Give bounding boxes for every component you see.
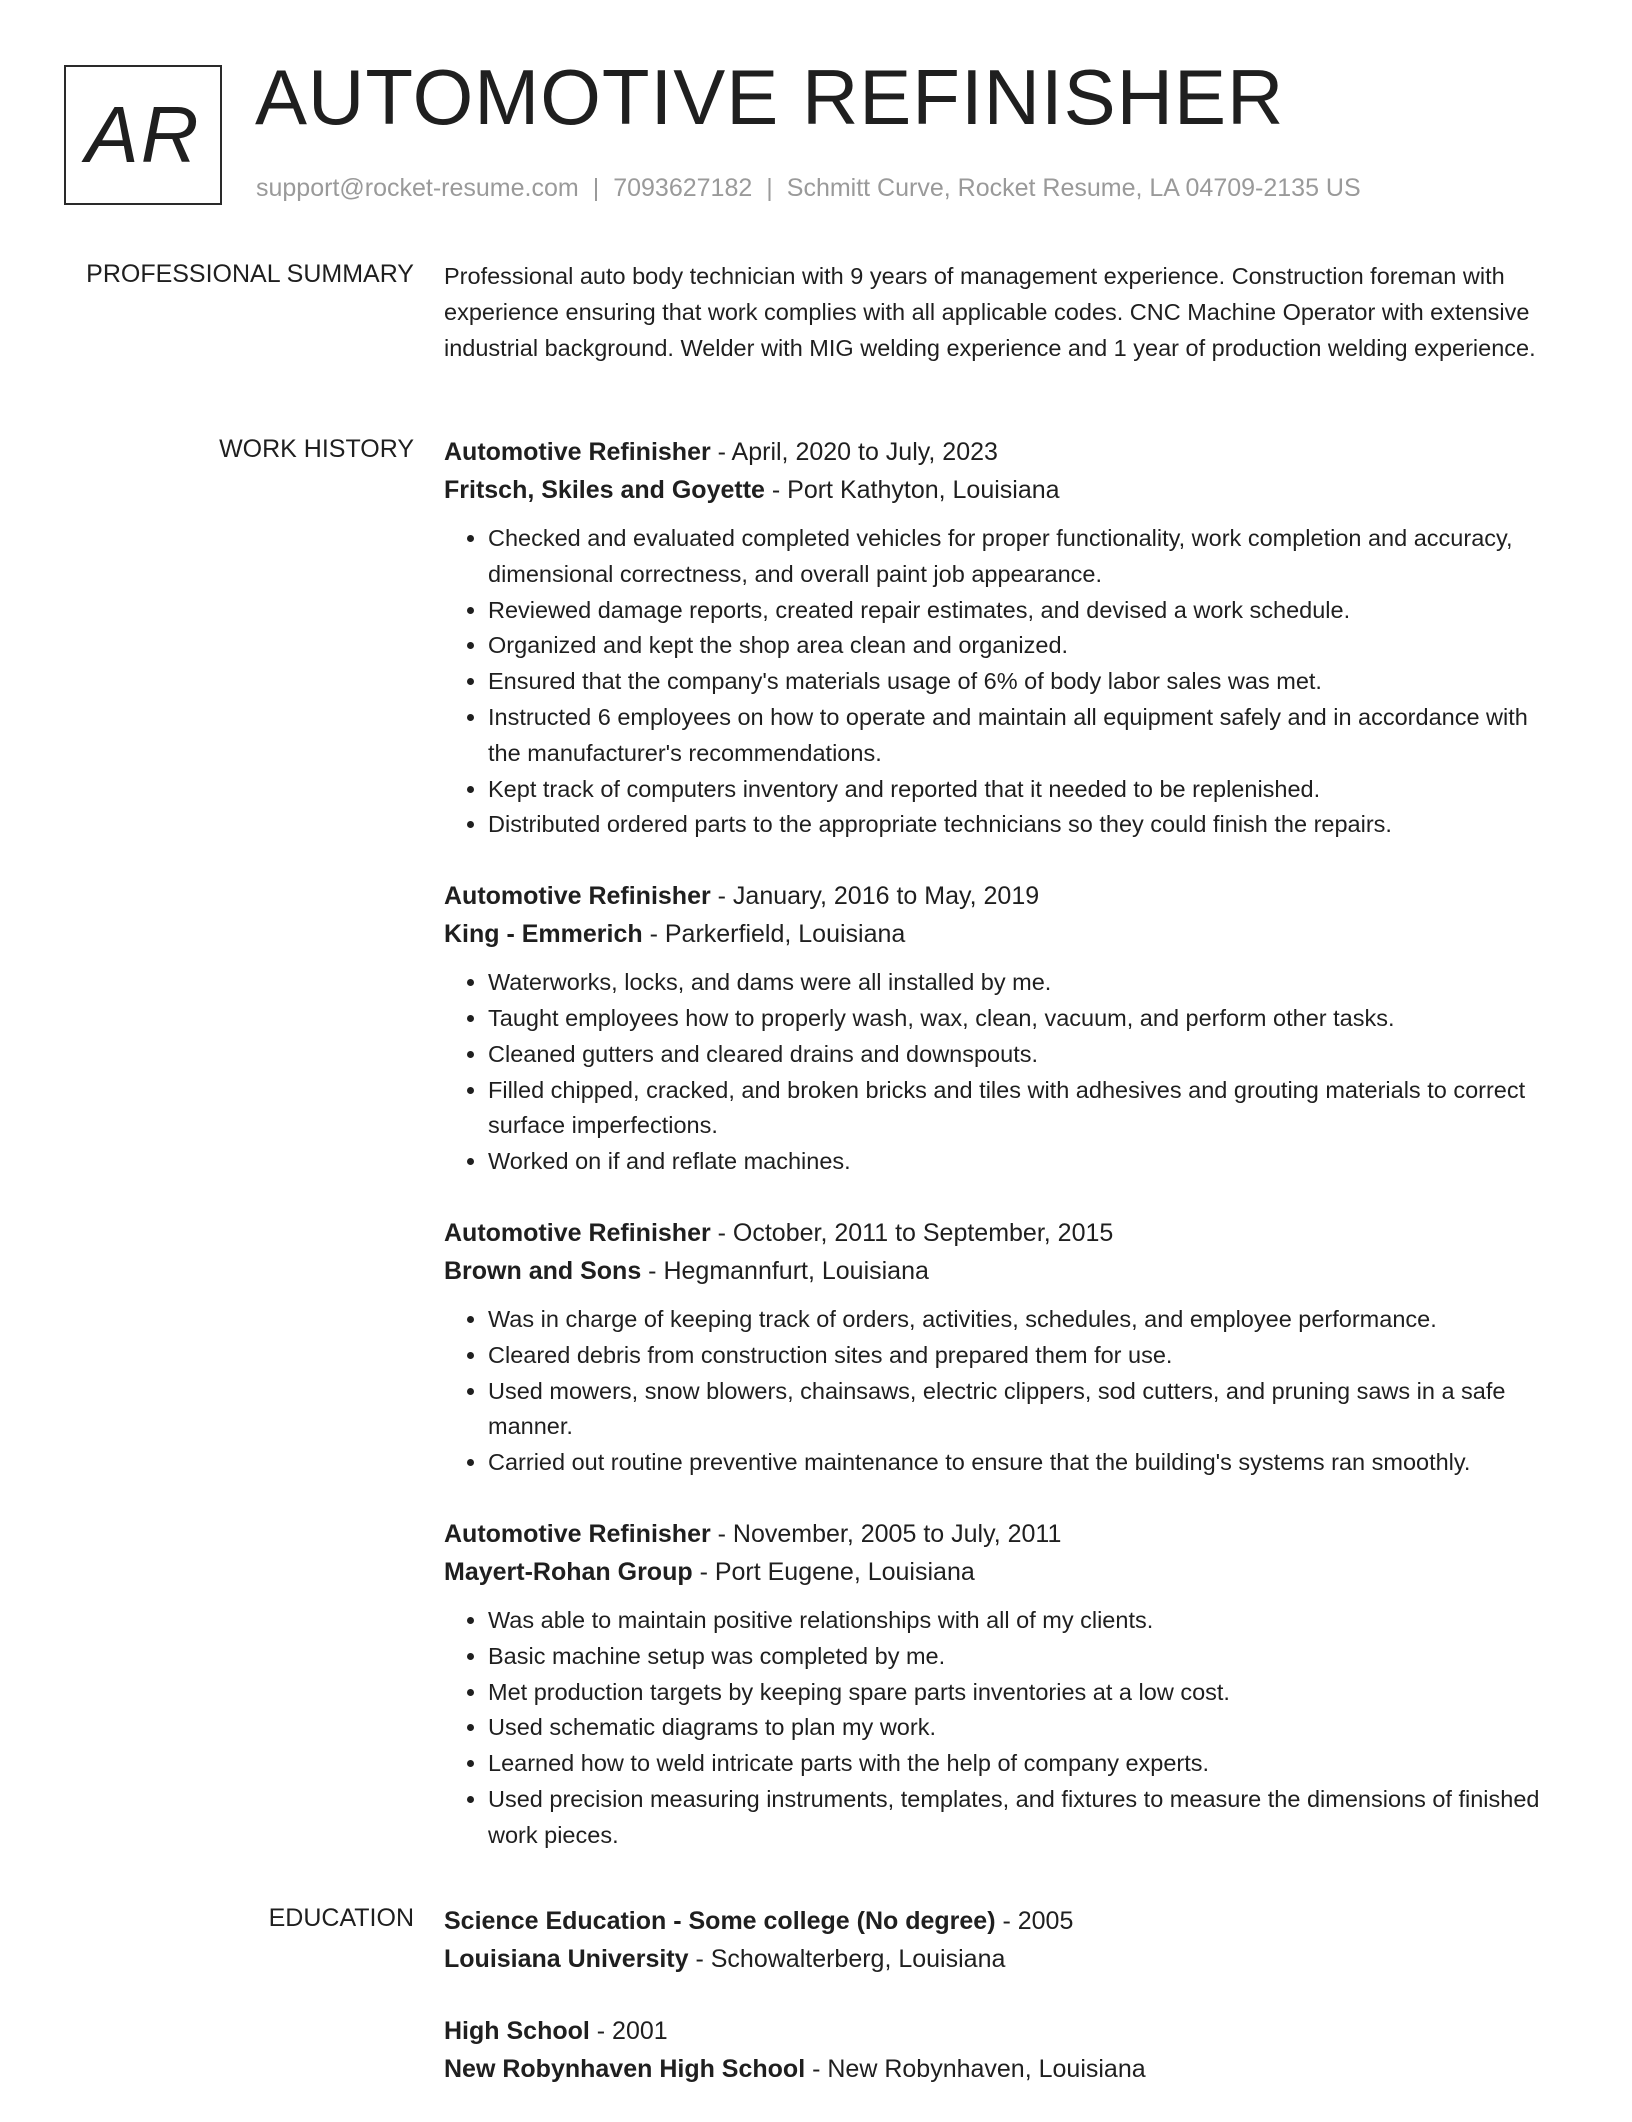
job-role: Automotive Refinisher bbox=[444, 1519, 711, 1548]
section-title-summary: PROFESSIONAL SUMMARY bbox=[86, 260, 414, 288]
job-bullet: • Was in charge of keeping track of orders, activities, schedules, and employee performance. bbox=[488, 1302, 1564, 1338]
monogram-logo bbox=[64, 65, 222, 205]
job-bullet: • Kept track of computers inventory and reported that it needed to be replenished. bbox=[488, 772, 1564, 808]
education-degree-line bbox=[444, 1902, 1564, 1940]
job-company: King - Emmerich bbox=[444, 920, 643, 949]
job-location: - Parkerfield, Louisiana bbox=[642, 920, 906, 949]
contact-separator: | bbox=[766, 174, 773, 202]
job-role: Automotive Refinisher bbox=[444, 438, 711, 466]
job-entry bbox=[444, 433, 1564, 843]
education-body bbox=[444, 1902, 1564, 2122]
job-company-line bbox=[444, 471, 1564, 509]
contact-phone[interactable]: 7093627182 bbox=[613, 174, 753, 202]
job-location: - Port Kathyton, Louisiana bbox=[764, 476, 1060, 504]
work-history-body bbox=[444, 433, 1564, 1888]
job-role-line bbox=[444, 433, 1564, 471]
job-bullet: • Instructed 6 employees on how to operate and maintain all equipment safely and in accordance with the manufacturer's recommendations. bbox=[488, 700, 1564, 772]
job-bullet: • Waterworks, locks, and dams were all installed by me. bbox=[488, 965, 1564, 1001]
job-location: - Hegmannfurt, Louisiana bbox=[641, 1256, 929, 1285]
job-company-line bbox=[444, 915, 1564, 953]
job-bullets bbox=[444, 965, 1564, 1180]
job-entry bbox=[444, 1515, 1564, 1854]
education-location: - New Robynhaven, Louisiana bbox=[805, 2055, 1146, 2083]
education-school: Louisiana University bbox=[444, 1945, 689, 1973]
section-title-work-history: WORK HISTORY bbox=[219, 435, 414, 463]
job-bullet: • Carried out routine preventive maintenance to ensure that the building's systems ran smoothly. bbox=[488, 1445, 1564, 1481]
monogram-text: AR bbox=[85, 90, 201, 179]
resume-title: AUTOMOTIVE REFINISHER bbox=[255, 53, 1285, 141]
job-dates: - January, 2016 to May, 2019 bbox=[710, 882, 1040, 911]
job-role-line bbox=[444, 1214, 1564, 1252]
job-bullets bbox=[444, 1302, 1564, 1481]
job-bullet: • Reviewed damage reports, created repair estimates, and devised a work schedule. bbox=[488, 593, 1564, 629]
education-degree: Science Education - Some college (No degree) bbox=[444, 1907, 996, 1935]
education-degree-line bbox=[444, 2012, 1564, 2050]
job-bullet: • Learned how to weld intricate parts with the help of company experts. bbox=[488, 1746, 1564, 1782]
job-dates: - April, 2020 to July, 2023 bbox=[710, 438, 998, 466]
job-role: Automotive Refinisher bbox=[444, 1218, 711, 1247]
education-school: New Robynhaven High School bbox=[444, 2055, 806, 2083]
job-bullet: • Filled chipped, cracked, and broken bricks and tiles with adhesives and grouting materials to correct surface imperfections. bbox=[488, 1073, 1564, 1145]
job-entry bbox=[444, 877, 1564, 1180]
job-company: Mayert-Rohan Group bbox=[444, 1557, 693, 1586]
job-bullet: • Ensured that the company's materials usage of 6% of body labor sales was met. bbox=[488, 664, 1564, 700]
job-dates: - November, 2005 to July, 2011 bbox=[710, 1519, 1062, 1548]
job-bullet: • Was able to maintain positive relationships with all of my clients. bbox=[488, 1603, 1564, 1639]
job-bullet: • Taught employees how to properly wash, wax, clean, vacuum, and perform other tasks. bbox=[488, 1001, 1564, 1037]
job-bullet: • Used mowers, snow blowers, chainsaws, electric clippers, sod cutters, and pruning saws in a safe manner. bbox=[488, 1374, 1564, 1446]
job-bullet: • Distributed ordered parts to the appropriate technicians so they could finish the repairs. bbox=[488, 807, 1564, 843]
education-degree: High School bbox=[444, 2017, 590, 2045]
education-school-line bbox=[444, 2050, 1564, 2088]
job-role-line bbox=[444, 1515, 1564, 1553]
job-company-line bbox=[444, 1553, 1564, 1591]
job-dates: - October, 2011 to September, 2015 bbox=[710, 1218, 1114, 1247]
job-company-line bbox=[444, 1252, 1564, 1290]
job-company: Fritsch, Skiles and Goyette bbox=[444, 476, 765, 504]
education-year: - 2001 bbox=[589, 2017, 668, 2045]
job-bullet: • Cleaned gutters and cleared drains and downspouts. bbox=[488, 1037, 1564, 1073]
education-location: - Schowalterberg, Louisiana bbox=[688, 1945, 1006, 1973]
job-entry bbox=[444, 1214, 1564, 1481]
job-bullet: • Used schematic diagrams to plan my work. bbox=[488, 1710, 1564, 1746]
job-location: - Port Eugene, Louisiana bbox=[692, 1557, 975, 1586]
job-role: Automotive Refinisher bbox=[444, 882, 711, 911]
job-bullet: • Met production targets by keeping spare parts inventories at a low cost. bbox=[488, 1675, 1564, 1711]
job-role-line bbox=[444, 877, 1564, 915]
job-bullet: • Checked and evaluated completed vehicles for proper functionality, work completion and accuracy, dimensional correctness, and overall paint job appearance. bbox=[488, 521, 1564, 593]
contact-separator: | bbox=[592, 174, 600, 202]
job-bullet: • Organized and kept the shop area clean and organized. bbox=[488, 628, 1564, 664]
contact-line bbox=[256, 174, 1361, 203]
section-title-education: EDUCATION bbox=[268, 1904, 414, 1932]
education-entry bbox=[444, 1902, 1564, 1978]
job-bullet: • Basic machine setup was completed by me. bbox=[488, 1639, 1564, 1675]
job-bullets bbox=[444, 1603, 1564, 1854]
contact-address: Schmitt Curve, Rocket Resume, LA 04709-2135 US bbox=[786, 174, 1361, 202]
job-company: Brown and Sons bbox=[444, 1256, 642, 1285]
job-bullet: • Used precision measuring instruments, templates, and fixtures to measure the dimensions of finished work pieces. bbox=[488, 1782, 1564, 1854]
education-school-line bbox=[444, 1940, 1564, 1978]
contact-email[interactable]: support@rocket-resume.com bbox=[256, 174, 579, 202]
summary-body bbox=[444, 258, 1564, 366]
job-bullet: • Worked on if and reflate machines. bbox=[488, 1144, 1564, 1180]
education-year: - 2005 bbox=[995, 1907, 1074, 1935]
education-entry bbox=[444, 2012, 1564, 2088]
job-bullets bbox=[444, 521, 1564, 843]
summary-text: Professional auto body technician with 9 years of management experience. Construction foreman with experience ensuring that work complies with all applicable codes. CNC Machine Operator with extensive industrial background. Welder with MIG welding experience and 1 year of production welding experience. bbox=[444, 263, 1536, 361]
job-bullet: • Cleared debris from construction sites and prepared them for use. bbox=[488, 1338, 1564, 1374]
